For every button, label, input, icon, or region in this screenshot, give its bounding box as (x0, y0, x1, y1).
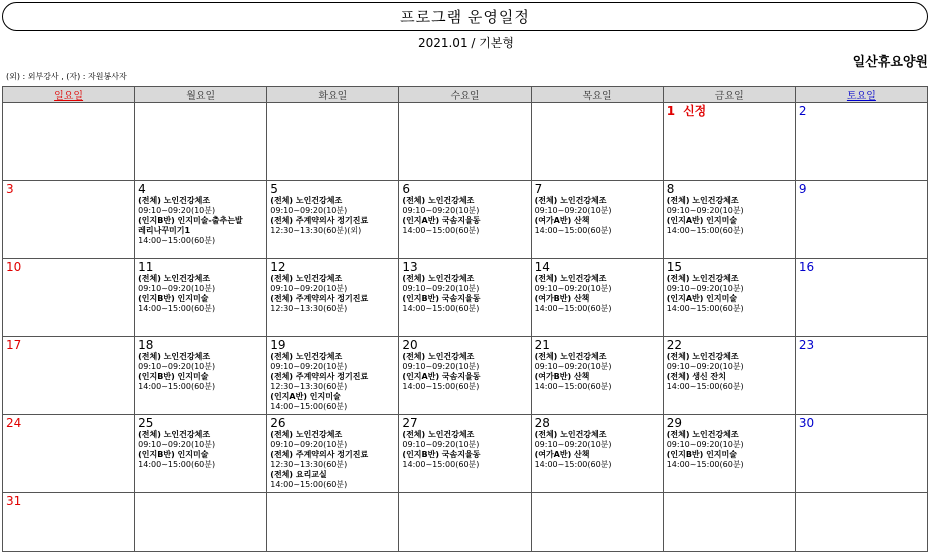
week-row (3, 181, 928, 259)
event-name: (인지A반) 인지미술 (666, 216, 738, 225)
event-name: (전체) 노인건강체조 (534, 430, 607, 439)
event-name: (전체) 노인건강체조 (270, 274, 343, 283)
day-number: 29 (666, 416, 682, 430)
day-cell (795, 493, 927, 552)
day-cell (663, 493, 795, 552)
event-name: (전체) 노인건강체조 (534, 196, 607, 205)
day-number: 3 (6, 182, 14, 196)
event-time: 14:00~15:00(60분) (138, 304, 216, 313)
event-name: (인지B반) 인지미술 (138, 294, 209, 303)
day-cell (663, 103, 795, 181)
event-time: 14:00~15:00(60분) (402, 304, 480, 313)
page-subtitle: 2021.01 / 기본형 (417, 36, 515, 50)
event-time: 14:00~15:00(60분) (270, 402, 348, 411)
day-cell (267, 415, 399, 493)
weekday-mon: 월요일 (135, 87, 267, 103)
event-time: 09:10~09:20(10분) (666, 440, 744, 449)
day-cell (531, 415, 663, 493)
day-cell (267, 493, 399, 552)
week-row (3, 259, 928, 337)
event-name: (전체) 노인건강체조 (666, 274, 739, 283)
event-time: 09:10~09:20(10분) (270, 206, 348, 215)
page-title-text: 프로그램 운영일정 (400, 8, 530, 26)
day-cell (135, 181, 267, 259)
day-number: 9 (798, 182, 807, 196)
event-name: (전체) 주계약의사 정기진료 (270, 450, 369, 459)
event-name: (인지B반) 인지미술-출추는발 (138, 216, 243, 225)
event-time: 09:10~09:20(10분) (666, 284, 744, 293)
event-name: (인지B반) 국솜지율동 (402, 450, 481, 459)
event-time: 14:00~15:00(60분) (534, 304, 612, 313)
day-cell (663, 415, 795, 493)
day-number: 22 (666, 338, 682, 352)
day-cell (663, 259, 795, 337)
day-number: 19 (270, 338, 286, 352)
event-time: 09:10~09:20(10분) (402, 206, 480, 215)
day-cell (531, 181, 663, 259)
event-time: 14:00~15:00(60분) (402, 382, 480, 391)
event-time: 09:10~09:20(10분) (666, 362, 744, 371)
event-name: (전체) 노인건강체조 (402, 430, 475, 439)
event-name: (전체) 노인건강체조 (534, 352, 607, 361)
calendar-body (3, 103, 928, 552)
event-name: (전체) 요리교실 (270, 470, 327, 479)
event-name: (전체) 노인건강체조 (270, 196, 343, 205)
event-name: (전체) 노인건강체조 (270, 430, 343, 439)
event-time: 09:10~09:20(10분) (138, 206, 216, 215)
event-name: (인지B반) 인지미술 (138, 372, 209, 381)
event-name: (전체) 노인건강체조 (138, 274, 211, 283)
day-number: 5 (270, 182, 278, 196)
event-name: (전체) 주계약의사 정기진료 (270, 372, 369, 381)
day-number: 20 (402, 338, 418, 352)
event-time: 12:30~13:30(60분) (270, 382, 348, 391)
event-time: 12:30~13:30(60분) (270, 460, 348, 469)
day-cell (795, 337, 927, 415)
day-number-text: 1 (666, 104, 676, 118)
event-name: (인지A반) 국솜지율동 (402, 216, 481, 225)
holiday-label: 신정 (683, 104, 707, 118)
calendar-table (2, 86, 928, 552)
event-name: (전체) 생신 잔치 (666, 372, 726, 381)
event-name: (전체) 주계약의사 정기진료 (270, 294, 369, 303)
event-time: 14:00~15:00(60분) (534, 460, 612, 469)
event-time: 14:00~15:00(60분) (534, 382, 612, 391)
event-name: (인지B반) 인지미술 (666, 450, 737, 459)
legend-text: (외) : 외부강사 , (자) : 자원봉사자 (6, 72, 127, 81)
event-name: (전체) 노인건강체조 (138, 430, 211, 439)
day-cell (399, 493, 531, 552)
event-name: (여가A반) 산책 (534, 216, 590, 225)
event-name: (전체) 노인건강체조 (534, 274, 607, 283)
event-time: 14:00~15:00(60분) (666, 460, 744, 469)
day-number: 4 (138, 182, 146, 196)
day-number: 17 (6, 338, 22, 352)
event-time: 09:10~09:20(10분) (402, 440, 480, 449)
day-cell (795, 181, 927, 259)
day-cell (399, 337, 531, 415)
day-number: 18 (138, 338, 154, 352)
event-time: 09:10~09:20(10분) (138, 284, 216, 293)
week-row (3, 493, 928, 552)
day-cell (267, 181, 399, 259)
day-number: 10 (6, 260, 22, 274)
day-number: 13 (402, 260, 418, 274)
event-name: (전체) 노인건강체조 (402, 196, 475, 205)
weekday-wed: 수요일 (399, 87, 531, 103)
event-time: 14:00~15:00(60분) (138, 460, 216, 469)
event-name: (전체) 노인건강체조 (402, 274, 475, 283)
event-time: 09:10~09:20(10분) (270, 284, 348, 293)
weekday-sat: 토요일 (795, 87, 927, 103)
weekday-tue: 화요일 (267, 87, 399, 103)
day-cell (3, 181, 135, 259)
event-name: (전체) 노인건강체조 (666, 430, 739, 439)
event-name: (전체) 노인건강체조 (666, 196, 739, 205)
event-name: (전체) 노인건강체조 (138, 196, 211, 205)
event-time: 09:10~09:20(10분) (138, 440, 216, 449)
day-cell (399, 103, 531, 181)
day-number: 27 (402, 416, 418, 430)
organization-name: 일산휴요양원 (852, 55, 928, 70)
day-cell (663, 337, 795, 415)
event-time: 14:00~15:00(60분) (138, 236, 216, 245)
day-number: 8 (666, 182, 675, 196)
day-cell (3, 337, 135, 415)
day-number (667, 104, 792, 118)
event-name: (전체) 노인건강체조 (270, 352, 343, 361)
week-row (3, 337, 928, 415)
day-number: 11 (138, 260, 154, 274)
event-name: (인지A반) 인지미술 (666, 294, 738, 303)
day-number: 26 (270, 416, 286, 430)
day-number: 23 (798, 338, 815, 352)
day-number: 21 (534, 338, 550, 352)
event-time: 09:10~09:20(10분) (270, 362, 348, 371)
day-cell (267, 103, 399, 181)
event-time: 14:00~15:00(60분) (534, 226, 612, 235)
day-number: 31 (6, 494, 22, 508)
day-number: 25 (138, 416, 154, 430)
weekday-fri: 금요일 (663, 87, 795, 103)
day-cell (795, 103, 927, 181)
day-cell (399, 181, 531, 259)
event-time: 14:00~15:00(60분) (270, 480, 348, 489)
event-time: 09:10~09:20(10분) (270, 440, 348, 449)
event-time: 14:00~15:00(60분) (402, 460, 480, 469)
event-time: 09:10~09:20(10분) (402, 362, 480, 371)
event-time: 12:30~13:30(60분) (270, 304, 348, 313)
day-number: 2 (798, 104, 807, 118)
day-cell (663, 181, 795, 259)
day-cell (135, 493, 267, 552)
event-time: 14:00~15:00(60분) (666, 304, 744, 313)
day-number: 24 (6, 416, 22, 430)
event-name: (인지B반) 국솜지율동 (402, 294, 481, 303)
day-number: 15 (666, 260, 682, 274)
event-name: (여가A반) 산책 (534, 450, 590, 459)
event-name: (전체) 노인건강체조 (138, 352, 211, 361)
day-number: 30 (798, 416, 815, 430)
event-time: 14:00~15:00(60분) (666, 226, 744, 235)
weekday-header-row (3, 87, 928, 103)
day-number: 7 (534, 182, 543, 196)
day-cell (399, 259, 531, 337)
event-time: 14:00~15:00(60분) (138, 382, 216, 391)
day-number: 28 (534, 416, 550, 430)
day-cell (135, 415, 267, 493)
event-time: 14:00~15:00(60분) (402, 226, 480, 235)
event-time: 09:10~09:20(10분) (138, 362, 216, 371)
day-cell (531, 259, 663, 337)
day-number: 16 (798, 260, 815, 274)
day-cell (399, 415, 531, 493)
event-time: 09:10~09:20(10분) (666, 206, 744, 215)
day-cell (531, 493, 663, 552)
day-cell (135, 103, 267, 181)
event-name: (인지B반) 인지미술 (138, 450, 209, 459)
day-cell (3, 493, 135, 552)
event-name: (전체) 노인건강체조 (666, 352, 739, 361)
event-name: 레리나꾸미기1 (138, 226, 191, 235)
day-cell (3, 415, 135, 493)
day-cell (531, 337, 663, 415)
event-time: 09:10~09:20(10분) (402, 284, 480, 293)
event-name: (인지A반) 인지미술 (270, 392, 341, 401)
week-row (3, 415, 928, 493)
day-cell (135, 259, 267, 337)
event-name: (전체) 주계약의사 정기진료 (270, 216, 369, 225)
event-time: 12:30~13:30(60분)(외) (270, 226, 362, 235)
day-cell (795, 259, 927, 337)
event-name: (인지A반) 국솜지율동 (402, 372, 481, 381)
day-cell (135, 337, 267, 415)
event-time: 14:00~15:00(60분) (666, 382, 744, 391)
event-name: (여가B반) 산책 (534, 372, 590, 381)
day-cell (3, 103, 135, 181)
weekday-thu: 목요일 (531, 87, 663, 103)
event-time: 09:10~09:20(10분) (534, 284, 612, 293)
event-name: (전체) 노인건강체조 (402, 352, 475, 361)
day-cell (531, 103, 663, 181)
event-time: 09:10~09:20(10분) (534, 206, 612, 215)
weekday-sun: 일요일 (3, 87, 135, 103)
page-title (2, 2, 928, 31)
day-number: 6 (402, 182, 411, 196)
day-number: 12 (270, 260, 286, 274)
day-cell (795, 415, 927, 493)
event-name: (여가B반) 산책 (534, 294, 590, 303)
event-time: 09:10~09:20(10분) (534, 362, 612, 371)
day-number: 14 (534, 260, 550, 274)
event-time: 09:10~09:20(10분) (534, 440, 612, 449)
week-row (3, 103, 928, 181)
day-cell (3, 259, 135, 337)
day-cell (267, 259, 399, 337)
day-cell (267, 337, 399, 415)
